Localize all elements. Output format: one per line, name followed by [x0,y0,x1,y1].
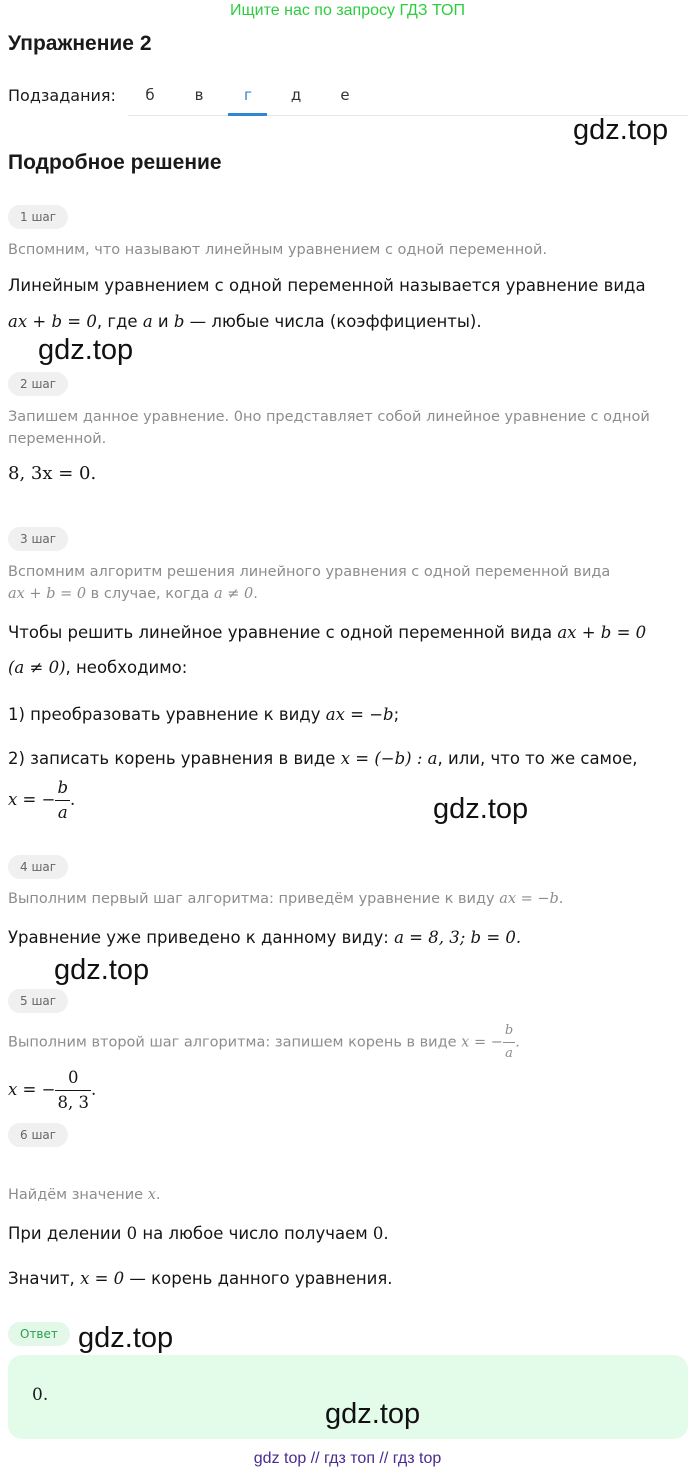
step-6-badge: 6 шаг [8,1123,68,1147]
exercise-title: Упражнение 2 [8,32,152,55]
step-5-hint [8,1020,688,1065]
equation: ax + b = 0 [557,623,647,642]
step-3-text-cont [8,656,688,680]
denominator: 8, 3 [55,1090,91,1115]
text: . [253,586,258,602]
fraction [503,1020,515,1065]
step-5-badge: 5 шаг [8,989,68,1013]
fraction [55,776,70,825]
text: в случае, когда [86,586,215,602]
step-6-text-1 [8,1222,688,1246]
text: Выполним первый шаг алгоритма: приведём уравнение к виду [8,891,500,907]
step-6-text-2 [8,1267,688,1291]
equation: x = − [8,790,56,809]
solution-title: Подробное решение [8,151,222,174]
equation: x = (−b) : a [340,749,438,768]
text: — корень данного уравнения. [124,1269,393,1288]
text: — любые числа (коэффициенты). [184,312,482,331]
text: Чтобы решить линейное уравнение с одной переменной вида [8,623,558,642]
active-tab-indicator [228,113,267,116]
equation: ax = −b [325,705,394,724]
tab-d[interactable]: д [290,86,302,104]
variable-a: a [142,312,153,331]
text: 2) записать корень уравнения в виде [8,749,341,768]
step-4-hint [8,888,688,910]
tab-b[interactable]: б [145,86,155,104]
footer-links[interactable]: gdz top // гдз топ // гдз top [253,1450,442,1467]
equation: x = − [8,1080,56,1099]
step-3-fraction-formula [8,776,75,825]
promo-banner[interactable]: Ищите нас по запросу ГДЗ ТОП [230,2,465,19]
text: Уравнение уже приведено к данному виду: [8,928,395,947]
text: и [152,312,174,331]
text: , где [96,312,143,331]
step-2-hint: Запишем данное уравнение. 0но представляет собой линейное уравнение с одной переменной. [8,409,650,447]
fraction [55,1066,91,1115]
tab-e[interactable]: е [340,86,350,104]
subtasks-label: Подзадания: [8,86,116,105]
text: . [90,1080,97,1099]
step-1-definition [8,310,688,334]
step-3-text [8,621,688,645]
text: . [383,1224,389,1243]
step-3-badge: 3 шаг [8,527,68,551]
numerator: 0 [67,1068,79,1087]
step-1-hint: Вспомним, что называют линейным уравнением с одной переменной. [8,242,548,258]
numerator: b [57,778,69,797]
variable-b: b [173,312,185,331]
variable-x: x [147,1187,156,1203]
text: , или, что то же самое, [437,749,638,768]
step-1-badge: 1 шаг [8,205,68,229]
step-2-equation: 8, 3x = 0. [8,463,97,484]
numerator: b [504,1023,514,1038]
watermark: gdz.top [38,334,134,366]
step-6-hint [8,1184,161,1206]
text: Выполним второй шаг алгоритма: запишем корень в виде [8,1034,462,1051]
equation: ax = −b. [499,891,564,907]
text: . [515,1034,520,1051]
subtask-tabs [128,78,688,116]
number: 0 [372,1224,384,1243]
text: ; [393,705,400,724]
text: , необходимо: [65,658,188,677]
equation: ax + b = 0 [8,312,97,331]
number: 0 [126,1224,138,1243]
text: Вспомним алгоритм решения линейного уравнения с одной переменной вида [8,564,611,580]
step-3-item-2 [8,747,688,771]
text: . [155,1187,161,1203]
watermark: gdz.top [573,114,669,146]
equation: a = 8, 3; b = 0. [394,928,522,947]
step-5-equation [8,1066,96,1115]
watermark: gdz.top [54,954,150,986]
text: Значит, [8,1269,81,1288]
tab-v[interactable]: в [194,86,204,104]
watermark: gdz.top [325,1398,421,1430]
answer-value: 0. [32,1385,49,1405]
condition: a ≠ 0 [214,586,254,602]
denominator: a [55,800,70,825]
denominator: a [503,1042,515,1065]
equation: x = − [461,1034,503,1051]
step-3-hint [8,561,688,605]
tab-g[interactable]: г [244,86,252,104]
text: Найдём значение [8,1187,148,1203]
step-4-text [8,926,688,950]
step-4-badge: 4 шаг [8,855,68,879]
step-3-item-1 [8,703,688,727]
watermark: gdz.top [78,1322,174,1354]
equation: ax + b = 0 [8,586,87,602]
watermark: gdz.top [433,793,529,825]
equation: x = 0 [80,1269,125,1288]
condition: (a ≠ 0) [8,658,66,677]
text: При делении [8,1224,127,1243]
step-1-text: Линейным уравнением с одной переменной называется уравнение вида [8,276,646,295]
text: 1) преобразовать уравнение к виду [8,705,326,724]
step-2-badge: 2 шаг [8,372,68,396]
text: . [70,790,76,809]
answer-badge: Ответ [8,1322,70,1346]
text: на любое число получаем [137,1224,373,1243]
